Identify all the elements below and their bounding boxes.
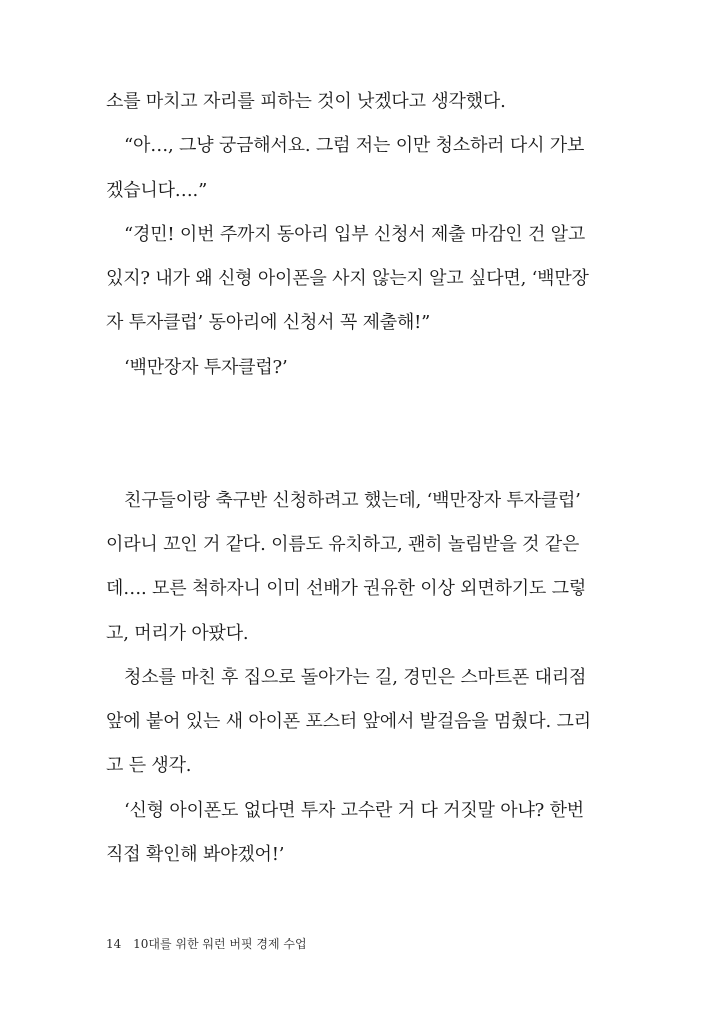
page-number: 14: [106, 937, 122, 951]
text-line: 청소를 마친 후 집으로 돌아가는 길, 경민은 스마트폰 대리점: [124, 666, 587, 688]
running-title: 10대를 위한 워런 버핏 경제 수업: [133, 937, 307, 951]
body-text: [106, 80, 600, 877]
blank-line: [106, 390, 600, 434]
text-line: 데…. 모른 척하자니 이미 선배가 권유한 이상 외면하기도 그렇: [106, 578, 587, 600]
text-line: 있지? 내가 왜 신형 아이폰을 사지 않는지 알고 싶다면, ‘백만장: [106, 268, 589, 290]
blank-line: [106, 434, 600, 478]
page-footer: [106, 935, 307, 952]
text-line: ‘신형 아이폰도 없다면 투자 고수란 거 다 거짓말 아냐? 한번: [124, 799, 584, 821]
text-line: 고, 머리가 아팠다.: [106, 622, 249, 644]
text-line: 이라니 꼬인 거 같다. 이름도 유치하고, 괜히 놀림받을 것 같은: [106, 533, 580, 555]
text-line: 소를 마치고 자리를 피하는 것이 낫겠다고 생각했다.: [106, 91, 506, 112]
text-line: 자 투자클럽’ 동아리에 신청서 꼭 제출해!”: [106, 312, 431, 334]
text-line: 고 든 생각.: [106, 755, 192, 777]
text-line: 앞에 붙어 있는 새 아이폰 포스터 앞에서 발걸음을 멈췄다. 그리: [106, 711, 591, 733]
text-line: 겠습니다….”: [106, 179, 208, 201]
text-line: “경민! 이번 주까지 동아리 입부 신청서 제출 마감인 건 알고: [124, 223, 586, 245]
text-line: ‘백만장자 투자클럽?’: [124, 356, 288, 378]
text-line: 직접 확인해 봐야겠어!’: [106, 844, 285, 866]
text-line: 친구들이랑 축구반 신청하려고 했는데, ‘백만장자 투자클럽’: [124, 489, 581, 511]
text-line: “아…, 그냥 궁금해서요. 그럼 저는 이만 청소하러 다시 가보: [124, 135, 585, 157]
